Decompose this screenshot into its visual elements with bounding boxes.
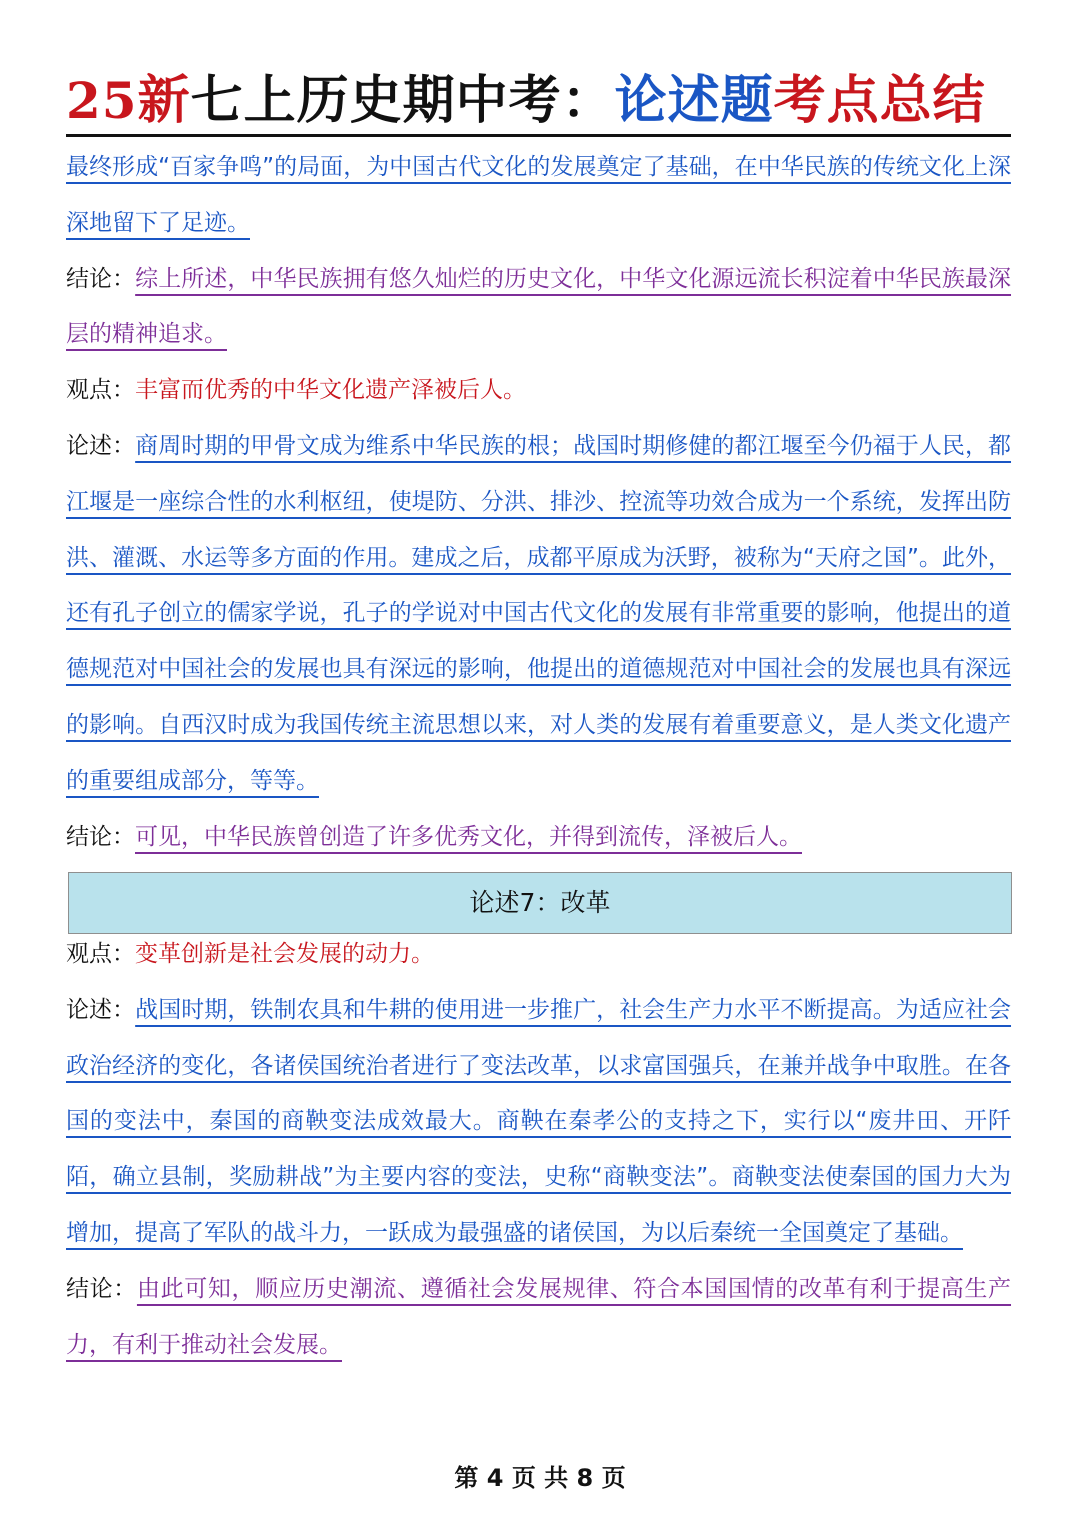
conclusion-label: 结论：	[66, 1275, 137, 1302]
conclusion-paragraph-2	[66, 810, 1011, 866]
page-title	[66, 66, 1014, 136]
conclusion-text: 可见，中华民族曾创造了许多优秀文化，并得到流传，泽被后人。	[135, 823, 802, 850]
discussion-paragraph-1	[66, 419, 1011, 810]
title-highlight-red: 考点总结	[773, 70, 986, 131]
viewpoint-label: 观点：	[66, 941, 135, 967]
content-top	[66, 140, 1011, 865]
title-number: 25	[66, 71, 138, 130]
title-main: 七上历史期中考：	[190, 70, 615, 131]
discussion-paragraph-2	[66, 983, 1011, 1262]
discussion-text: 商周时期的甲骨文成为维系中华民族的根；战国时期修健的都江堰至今仍福于人民，都江堰是一座综合性的水利枢纽，使堤防、分洪、排沙、控流等功效合成为一个系统，发挥出防洪、灌溉、水运等多方面的作用。建成之后，成都平原成为沃野，被称为“天府之国”。此外，还有孔子创立的儒家学说，孔子的学说对中国古代文化的发展有非常重要的影响，他提出的道德规范对中国社会的发展也具有深远的影响，他提出的道德规范对中国社会的发展也具有深远的影响。自西汉时成为我国传统主流思想以来，对人类的发展有着重要意义，是人类文化遗产的重要组成部分，等等。	[66, 432, 1012, 794]
conclusion-paragraph-3	[66, 1262, 1011, 1374]
continuation-text: 最终形成“百家争鸣”的局面，为中国古代文化的发展奠定了基础，在中华民族的传统文化上深深地留下了足迹。	[66, 154, 1011, 236]
viewpoint-paragraph-1	[66, 363, 1011, 419]
discussion-label: 论述：	[66, 996, 136, 1023]
conclusion-paragraph-1	[66, 252, 1011, 364]
section-title: 论述7：改革	[469, 888, 611, 917]
viewpoint-label: 观点：	[66, 377, 135, 404]
section-header	[68, 872, 1012, 934]
viewpoint-text: 丰富而优秀的中华文化遗产泽被后人。	[135, 377, 526, 404]
viewpoint-paragraph-2	[66, 927, 1011, 983]
viewpoint-text: 变革创新是社会发展的动力。	[135, 941, 434, 967]
title-underline	[66, 134, 1011, 137]
page-footer	[0, 1458, 1080, 1498]
content-bottom	[66, 927, 1011, 1373]
conclusion-text: 综上所述，中华民族拥有悠久灿烂的历史文化，中华文化源远流长积淀着中华民族最深层的精神追求。	[66, 265, 1012, 348]
discussion-label: 论述：	[66, 432, 136, 459]
conclusion-label: 结论：	[66, 265, 136, 292]
conclusion-label: 结论：	[66, 823, 135, 850]
conclusion-text: 由此可知，顺应历史潮流、遵循社会发展规律、符合本国国情的改革有利于提高生产力，有利于推动社会发展。	[66, 1275, 1012, 1358]
paragraph-continuation	[66, 140, 1011, 252]
discussion-text: 战国时期，铁制农具和牛耕的使用进一步推广，社会生产力水平不断提高。为适应社会政治经济的变化，各诸侯国统治者进行了变法改革，以求富国强兵，在兼并战争中取胜。在各国的变法中，秦国的商鞅变法成效最大。商鞅在秦孝公的支持之下，实行以“废井田、开阡陌，确立县制，奖励耕战”为主要内容的变法，史称“商鞅变法”。商鞅变法使秦国的国力大为增加，提高了军队的战斗力，一跃成为最强盛的诸侯国，为以后秦统一全国奠定了基础。	[66, 996, 1012, 1246]
title-new: 新	[137, 70, 191, 131]
title-highlight-blue: 论述题	[614, 70, 774, 131]
page-number: 第 4 页 共 8 页	[454, 1464, 626, 1492]
